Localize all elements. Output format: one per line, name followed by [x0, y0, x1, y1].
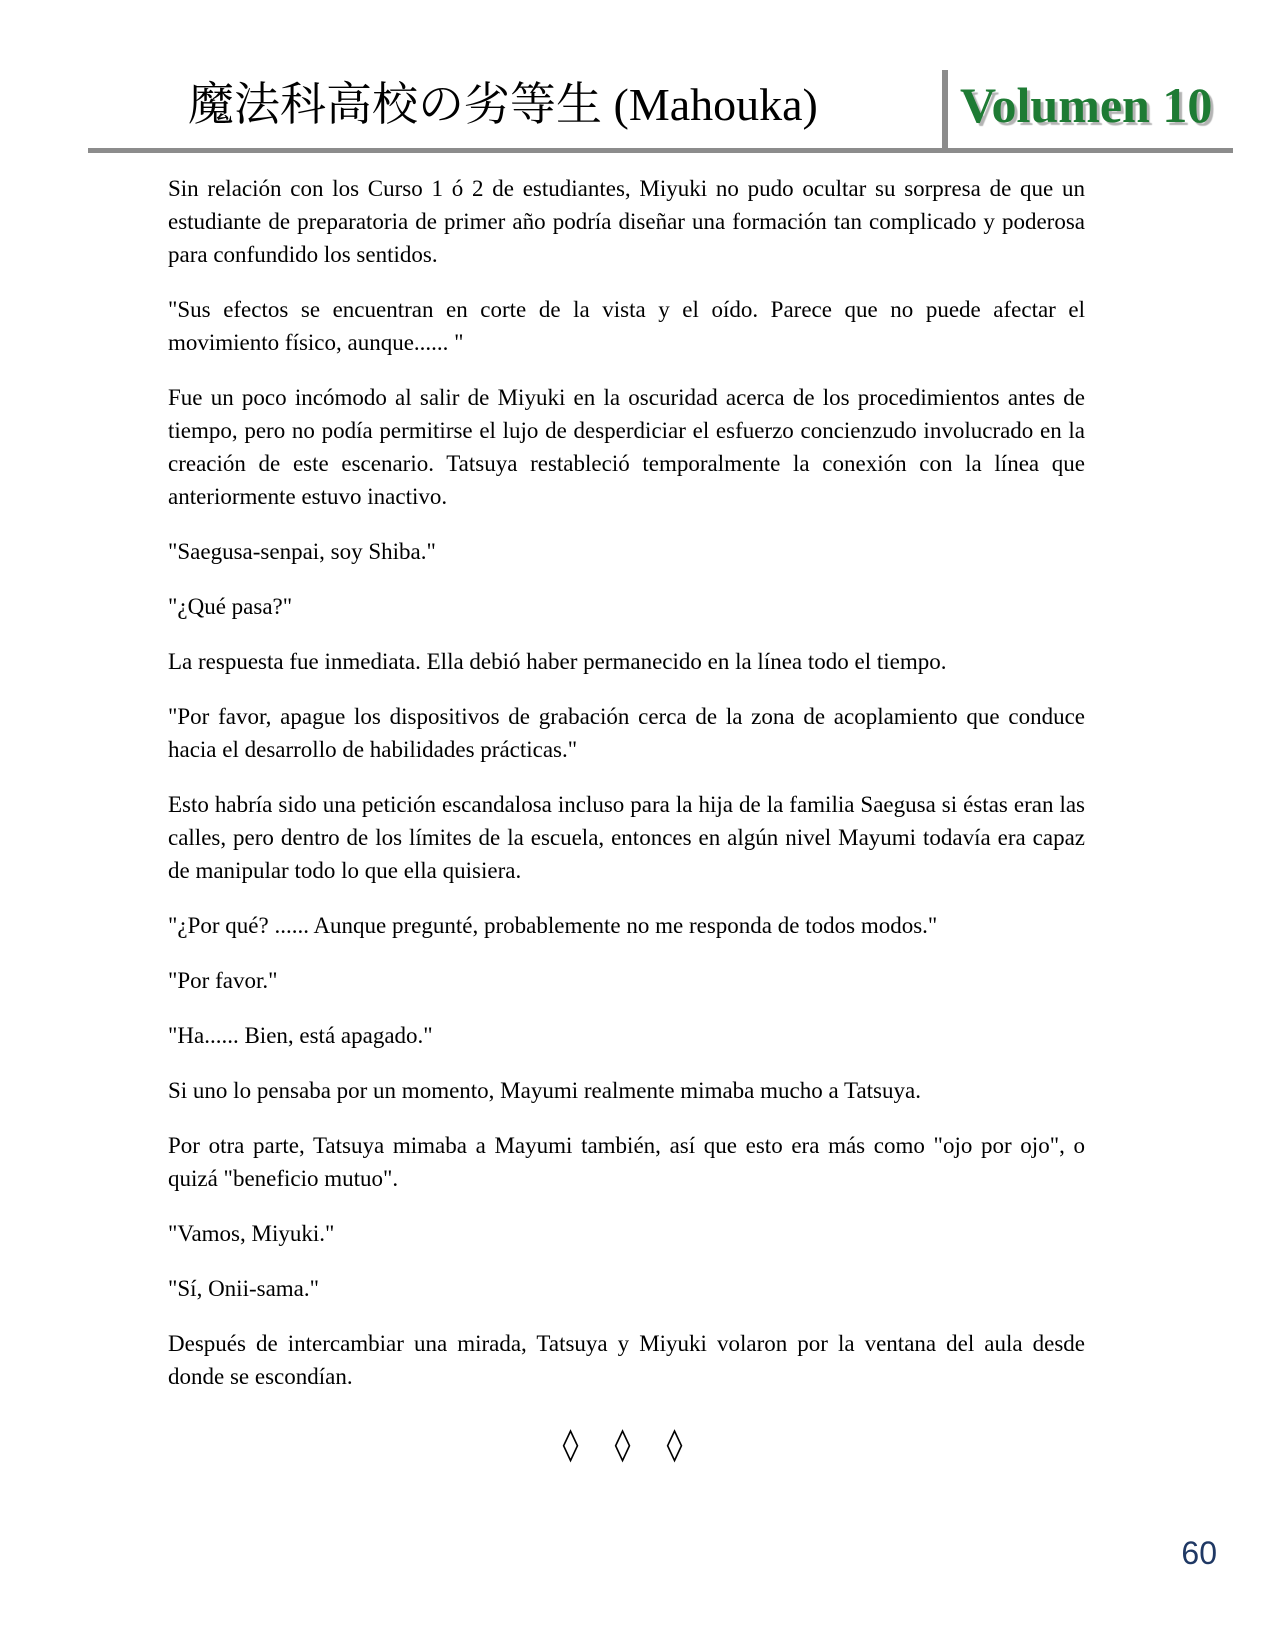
- body-paragraph: "Sus efectos se encuentran en corte de la vista y el oído. Parece que no puede afectar el movimiento físico, aunque...... ": [168, 297, 1085, 355]
- page-header: [0, 0, 1275, 160]
- body-paragraph: "Sí, Onii-sama.": [168, 1276, 320, 1301]
- body-paragraph: Por otra parte, Tatsuya mimaba a Mayumi también, así que esto era más como "ojo por ojo", o quizá "beneficio mutuo".: [168, 1133, 1085, 1191]
- header-vertical-divider: [942, 70, 948, 152]
- body-paragraph: La respuesta fue inmediata. Ella debió haber permanecido en la línea todo el tiempo.: [168, 649, 947, 674]
- body-paragraph: Después de intercambiar una mirada, Tatsuya y Miyuki volaron por la ventana del aula desde donde se escondían.: [168, 1331, 1085, 1389]
- body-paragraph: "¿Por qué? ...... Aunque pregunté, probablemente no me responda de todos modos.": [168, 913, 938, 938]
- page-number: 60: [1181, 1535, 1217, 1571]
- body-paragraph: "Por favor, apague los dispositivos de grabación cerca de la zona de acoplamiento que conduce hacia el desarrollo de habilidades prácticas.": [168, 704, 1085, 762]
- body-paragraph: "Ha...... Bien, está apagado.": [168, 1023, 433, 1048]
- body-paragraph: Si uno lo pensaba por un momento, Mayumi realmente mimaba mucho a Tatsuya.: [168, 1078, 921, 1103]
- body-paragraph: Fue un poco incómodo al salir de Miyuki en la oscuridad acerca de los procedimientos antes de tiempo, pero no podía permitirse el lujo de desperdiciar el esfuerzo concienzudo involucrado en la creación de este escenario. Tatsuya restableció temporalmente la conexión con la línea que anteriormente estuvo inactivo.: [168, 385, 1085, 509]
- body-paragraph: Esto habría sido una petición escandalosa incluso para la hija de la familia Saegusa si éstas eran las calles, pero dentro de los límites de la escuela, entonces en algún nivel Mayumi todavía era capaz de manipular todo lo que ella quisiera.: [168, 792, 1085, 883]
- body-paragraph: "Vamos, Miyuki.": [168, 1221, 335, 1246]
- scene-break-diamonds: ◊ ◊ ◊: [562, 1425, 691, 1463]
- volume-label: Volumen 10: [960, 77, 1213, 133]
- body-paragraph: "Saegusa-senpai, soy Shiba.": [168, 539, 436, 564]
- body-paragraph: "¿Qué pasa?": [168, 594, 293, 619]
- document-body: [168, 172, 1085, 1463]
- body-paragraph: "Por favor.": [168, 968, 278, 993]
- body-paragraph: Sin relación con los Curso 1 ó 2 de estudiantes, Miyuki no pudo ocultar su sorpresa de que un estudiante de preparatoria de primer año podría diseñar una formación tan complicado y poderosa para confundido los sentidos.: [168, 176, 1085, 267]
- header-horizontal-rule: [88, 148, 1233, 153]
- document-title: 魔法科高校の劣等生 (Mahouka): [188, 79, 818, 130]
